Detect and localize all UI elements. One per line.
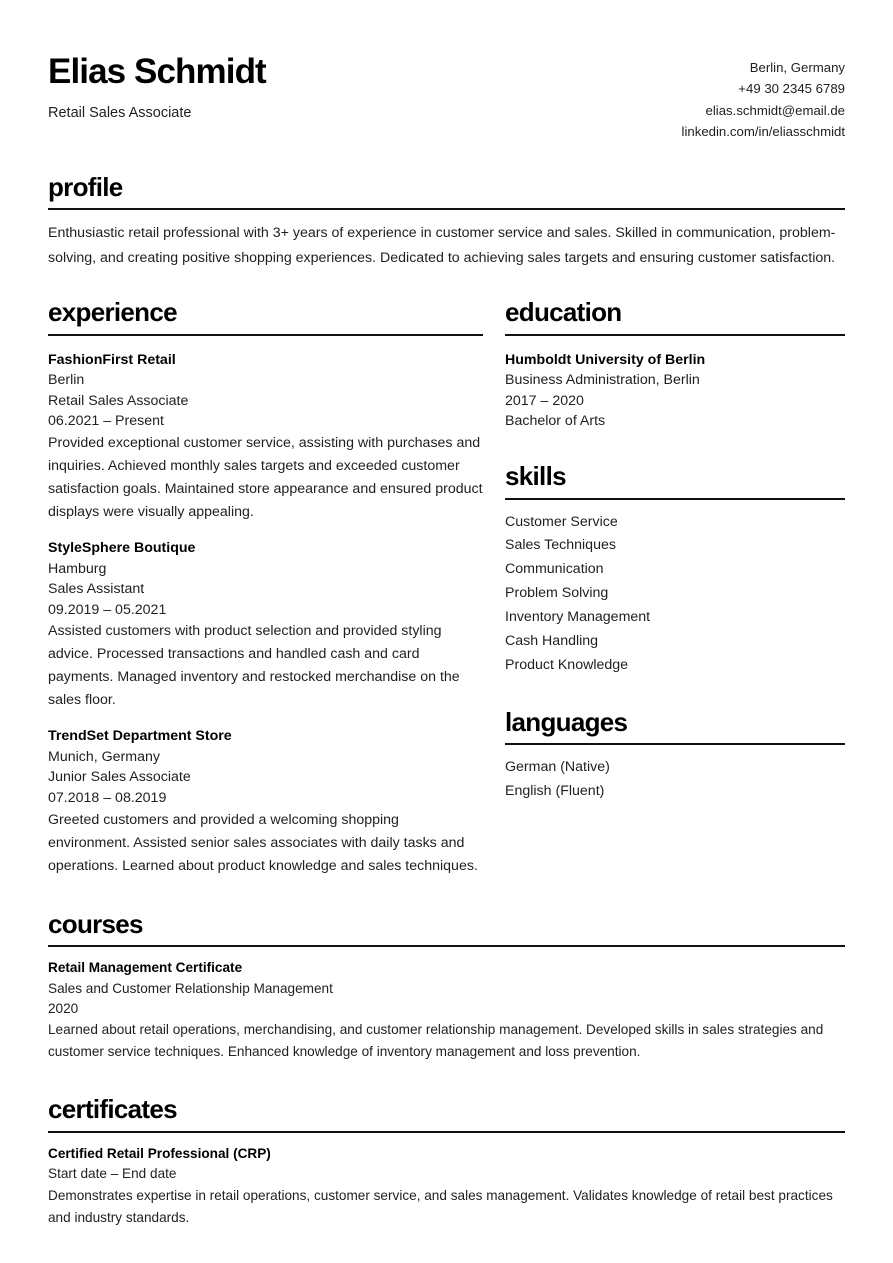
skills-list (505, 511, 845, 678)
course-description: Learned about retail operations, merchandising, and customer relationship management. Developed skills in sales strategies and customer service techniques. Enhanced knowledge of inventory management and loss prevention. (48, 1022, 824, 1060)
course-title: Retail Management Certificate (48, 960, 243, 976)
experience-description: Provided exceptional customer service, assisting with purchases and inquiries. Achieved monthly sales targets and exceeded customer satisfaction goals. Maintained store appearance and ensured product displays were visually appealing. (48, 434, 483, 520)
skill-item: Cash Handling (505, 632, 599, 649)
experience-location: Hamburg (48, 560, 107, 577)
education-institution: Humboldt University of Berlin (505, 351, 706, 368)
experience-dates: 09.2019 – 05.2021 (48, 601, 167, 618)
main-columns (48, 298, 845, 878)
column-left (48, 298, 483, 878)
contact-linkedin: linkedin.com/in/eliasschmidt (681, 124, 845, 140)
section-courses (48, 910, 845, 1064)
certificate-entry (48, 1144, 845, 1229)
skill-item: Product Knowledge (505, 656, 629, 673)
column-right (505, 298, 845, 878)
section-divider (505, 743, 845, 745)
experience-entry (48, 538, 483, 712)
language-item: German (Native) (505, 759, 610, 776)
contact-phone: +49 30 2345 6789 (738, 81, 845, 97)
experience-location: Berlin (48, 372, 85, 389)
section-heading-certificates: certificates (48, 1094, 177, 1125)
experience-role: Junior Sales Associate (48, 769, 191, 786)
experience-company: StyleSphere Boutique (48, 539, 196, 556)
resume-header (48, 54, 845, 143)
section-heading-languages: languages (505, 706, 628, 737)
experience-dates: 07.2018 – 08.2019 (48, 790, 167, 807)
full-name: Elias Schmidt (48, 52, 266, 91)
language-item: English (Fluent) (505, 782, 605, 799)
section-divider (48, 945, 845, 947)
course-entry (48, 958, 845, 1063)
section-divider (505, 498, 845, 500)
education-degree: Bachelor of Arts (505, 413, 606, 430)
section-heading-profile: profile (48, 171, 123, 202)
experience-role: Retail Sales Associate (48, 392, 189, 409)
section-heading-experience: experience (48, 296, 177, 327)
experience-description: Assisted customers with product selection and provided styling advice. Processed transactions and handled cash and card payments. Managed inventory and restocked merchandise on the sales floor. (48, 623, 460, 709)
section-divider (48, 208, 845, 210)
section-heading-skills: skills (505, 460, 566, 491)
section-heading-education: education (505, 296, 622, 327)
course-dates: 2020 (48, 1001, 79, 1017)
skill-item: Inventory Management (505, 608, 651, 625)
education-dates: 2017 – 2020 (505, 392, 584, 409)
experience-location: Munich, Germany (48, 748, 160, 765)
skill-item: Problem Solving (505, 585, 609, 602)
contact-block (682, 54, 845, 143)
experience-role: Sales Assistant (48, 581, 145, 598)
section-divider (505, 334, 845, 336)
experience-company: TrendSet Department Store (48, 728, 232, 745)
profile-summary-text: Enthusiastic retail professional with 3+ years of experience in customer service and sales. Skilled in communication, problem-solving, and creating positive shopping experiences. Dedicated to achieving sales targets and ensuring customer satisfaction. (48, 225, 836, 266)
section-languages (505, 708, 845, 804)
section-skills (505, 462, 845, 678)
header-identity (48, 54, 266, 123)
section-heading-courses: courses (48, 908, 143, 939)
education-field: Business Administration, Berlin (505, 372, 700, 389)
certificate-dates: Start date – End date (48, 1166, 177, 1182)
education-entry (505, 350, 845, 432)
skill-item: Sales Techniques (505, 537, 616, 554)
experience-entry (48, 350, 483, 524)
experience-dates: 06.2021 – Present (48, 413, 164, 430)
experience-description: Greeted customers and provided a welcoming shopping environment. Assisted senior sales associates with daily tasks and operations. Learned about product knowledge and sales techniques. (48, 811, 478, 874)
section-divider (48, 1131, 845, 1133)
course-subtitle: Sales and Customer Relationship Management (48, 980, 333, 996)
experience-entry (48, 726, 483, 877)
certificate-title: Certified Retail Professional (CRP) (48, 1146, 271, 1162)
section-certificates (48, 1095, 845, 1228)
contact-email: elias.schmidt@email.de (705, 102, 845, 118)
section-experience (48, 298, 483, 878)
section-education (505, 298, 845, 432)
skill-item: Customer Service (505, 513, 618, 530)
section-profile (48, 173, 845, 270)
experience-company: FashionFirst Retail (48, 351, 176, 368)
skill-item: Communication (505, 561, 604, 578)
certificate-description: Demonstrates expertise in retail operations, customer service, and sales management. Validates knowledge of retail best practices and industry standards. (48, 1187, 833, 1225)
section-divider (48, 334, 483, 336)
job-title: Retail Sales Associate (48, 104, 192, 121)
contact-location: Berlin, Germany (749, 60, 845, 75)
languages-list (505, 756, 845, 804)
